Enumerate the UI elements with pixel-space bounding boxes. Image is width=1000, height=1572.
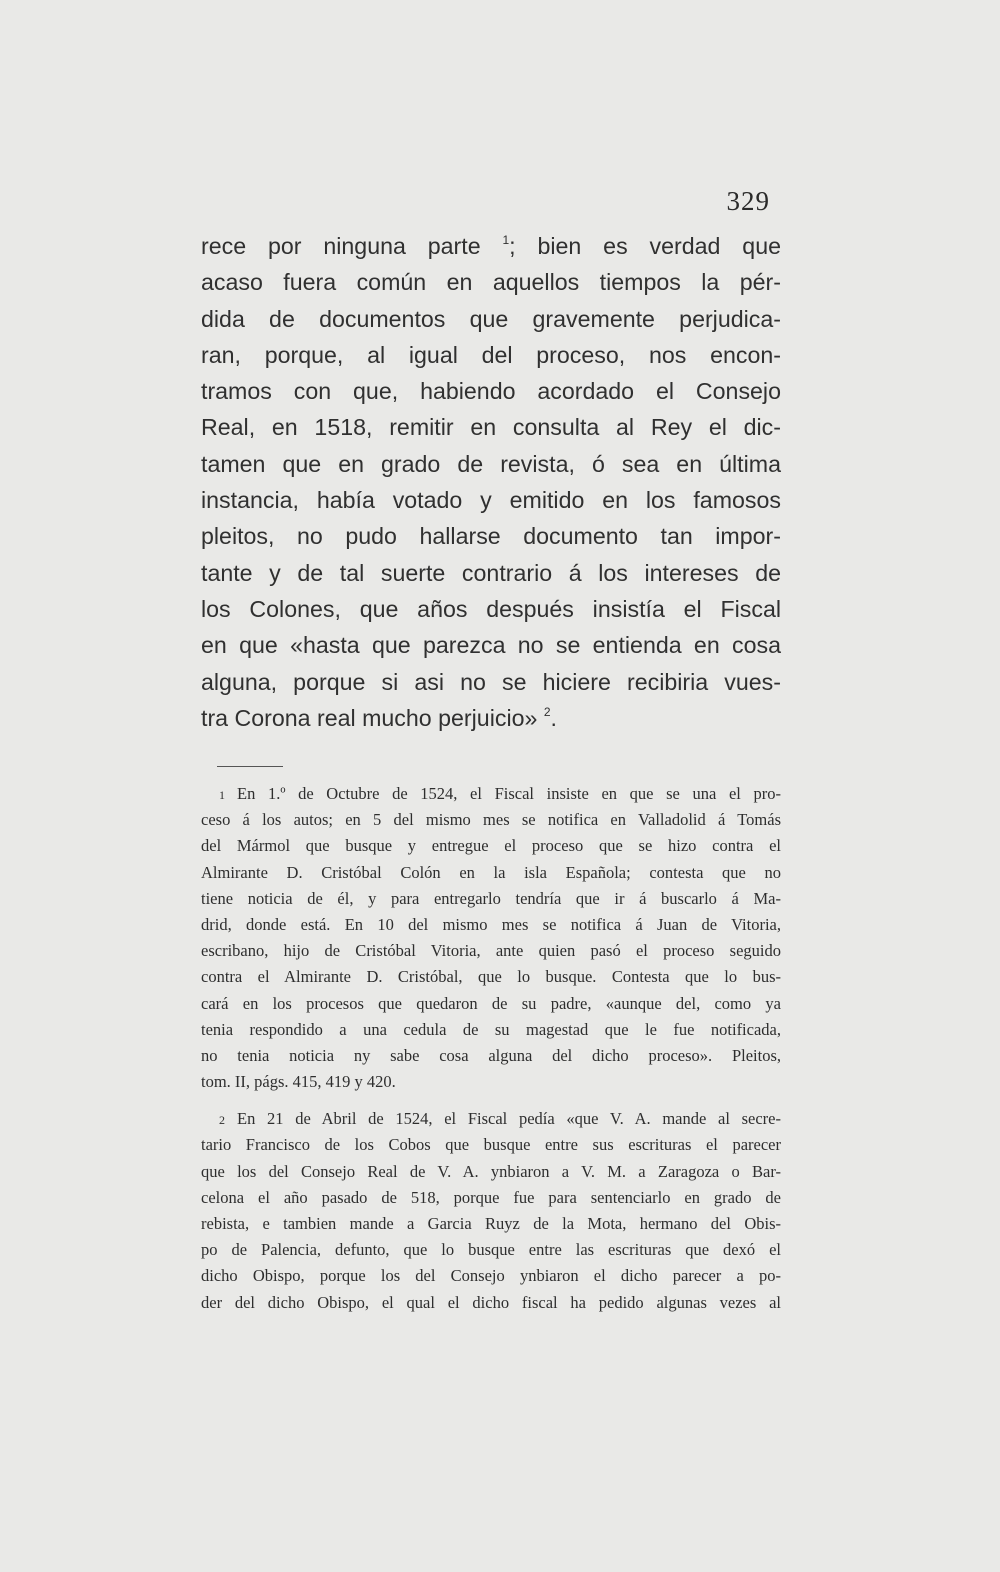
text-line: Real, en 1518, remitir en consulta al Rey el dic- <box>201 414 781 441</box>
footnote-ref-2[interactable]: 2 <box>543 704 551 719</box>
footnote-line: rebista, e tambien mande a Garcia Ruyz de la Mota, hermano del Obis- <box>201 1214 781 1233</box>
footnote-line: tario Francisco de los Cobos que busque entre sus escrituras el parecer <box>201 1135 781 1155</box>
footnote-line: dicho Obispo, porque los del Consejo ynbiaron el dicho parecer a po- <box>201 1266 781 1286</box>
footnote-1 <box>201 781 781 1095</box>
text-line: los Colones, que años después insistía el Fiscal <box>201 595 781 622</box>
footnote-number: 2 <box>219 1113 225 1128</box>
text-line: tra Corona real mucho perjuicio» $^2$. <box>201 704 557 731</box>
footnotes <box>201 781 781 1316</box>
footnote-line: ceso á los autos; en 5 del mismo mes se notifica en Valladolid á Tomás <box>201 810 781 830</box>
footnote-line: del Mármol que busque y entregue el proceso que se hizo contra el <box>201 836 781 856</box>
footnote-line: 2 En 21 de Abril de 1524, el Fiscal pedía «que V. A. mande al secre- <box>219 1109 781 1129</box>
text-line: tramos con que, habiendo acordado el Consejo <box>201 378 781 405</box>
footnote-number: 1 <box>219 788 225 802</box>
text-line: ran, porque, al igual del proceso, nos encon- <box>201 341 781 368</box>
footnote-ref-1[interactable]: 1 <box>502 233 510 247</box>
footnote-line: cará en los procesos que quedaron de su padre, «aunque del, como ya <box>201 993 781 1013</box>
main-text <box>201 228 781 736</box>
footnote-line: escribano, hijo de Cristóbal Vitoria, ante quien pasó el proceso seguido <box>201 941 781 961</box>
footnote-line: no tenia noticia ny sabe cosa alguna del dicho proceso». Pleitos, <box>201 1045 781 1065</box>
text-line: pleitos, no pudo hallarse documento tan impor- <box>201 523 781 550</box>
text-line: rece por ninguna parte $^1$; bien es verdad que <box>201 233 781 259</box>
footnote-line: Almirante D. Cristóbal Colón en la isla Española; contesta que no <box>201 862 781 882</box>
footnote-divider <box>217 766 283 767</box>
text-line: instancia, había votado y emitido en los famosos <box>201 487 781 514</box>
text-line: en que «hasta que parezca no se entienda en cosa <box>201 632 781 659</box>
footnote-line: celona el año pasado de 518, porque fue para sentenciarlo en grado de <box>201 1187 781 1207</box>
text-line: acaso fuera común en aquellos tiempos la pér- <box>201 269 781 296</box>
footnote-line: que los del Consejo Real de V. A. ynbiaron a V. M. a Zaragoza o Bar- <box>201 1161 781 1181</box>
page-number: 329 <box>726 186 770 216</box>
text-line: alguna, porque si asi no se hiciere recibiria vues- <box>201 668 781 695</box>
text-line: dida de documentos que gravemente perjudica- <box>201 305 781 332</box>
footnote-line: 1 En 1.º de Octubre de 1524, el Fiscal insiste en que se una el pro- <box>219 784 781 803</box>
footnote-line: tom. II, págs. 415, 419 y 420. <box>201 1072 396 1092</box>
text-line: tamen que en grado de revista, ó sea en última <box>201 450 781 477</box>
text-line: tante y de tal suerte contrario á los intereses de <box>201 559 781 586</box>
footnote-line: tiene noticia de él, y para entregarlo tendría que ir á buscarlo á Ma- <box>201 888 781 908</box>
footnote-line: po de Palencia, defunto, que lo busque entre las escrituras que dexó el <box>201 1240 781 1260</box>
footnote-line: contra el Almirante D. Cristóbal, que lo busque. Contesta que lo bus- <box>201 967 781 987</box>
footnote-2 <box>201 1106 781 1316</box>
footnote-line: tenia respondido a una cedula de su magestad que le fue notificada, <box>201 1019 781 1039</box>
footnote-line: drid, donde está. En 10 del mismo mes se notifica á Juan de Vitoria, <box>201 914 781 934</box>
footnote-line: der del dicho Obispo, el qual el dicho fiscal ha pedido algunas vezes al <box>201 1292 781 1312</box>
